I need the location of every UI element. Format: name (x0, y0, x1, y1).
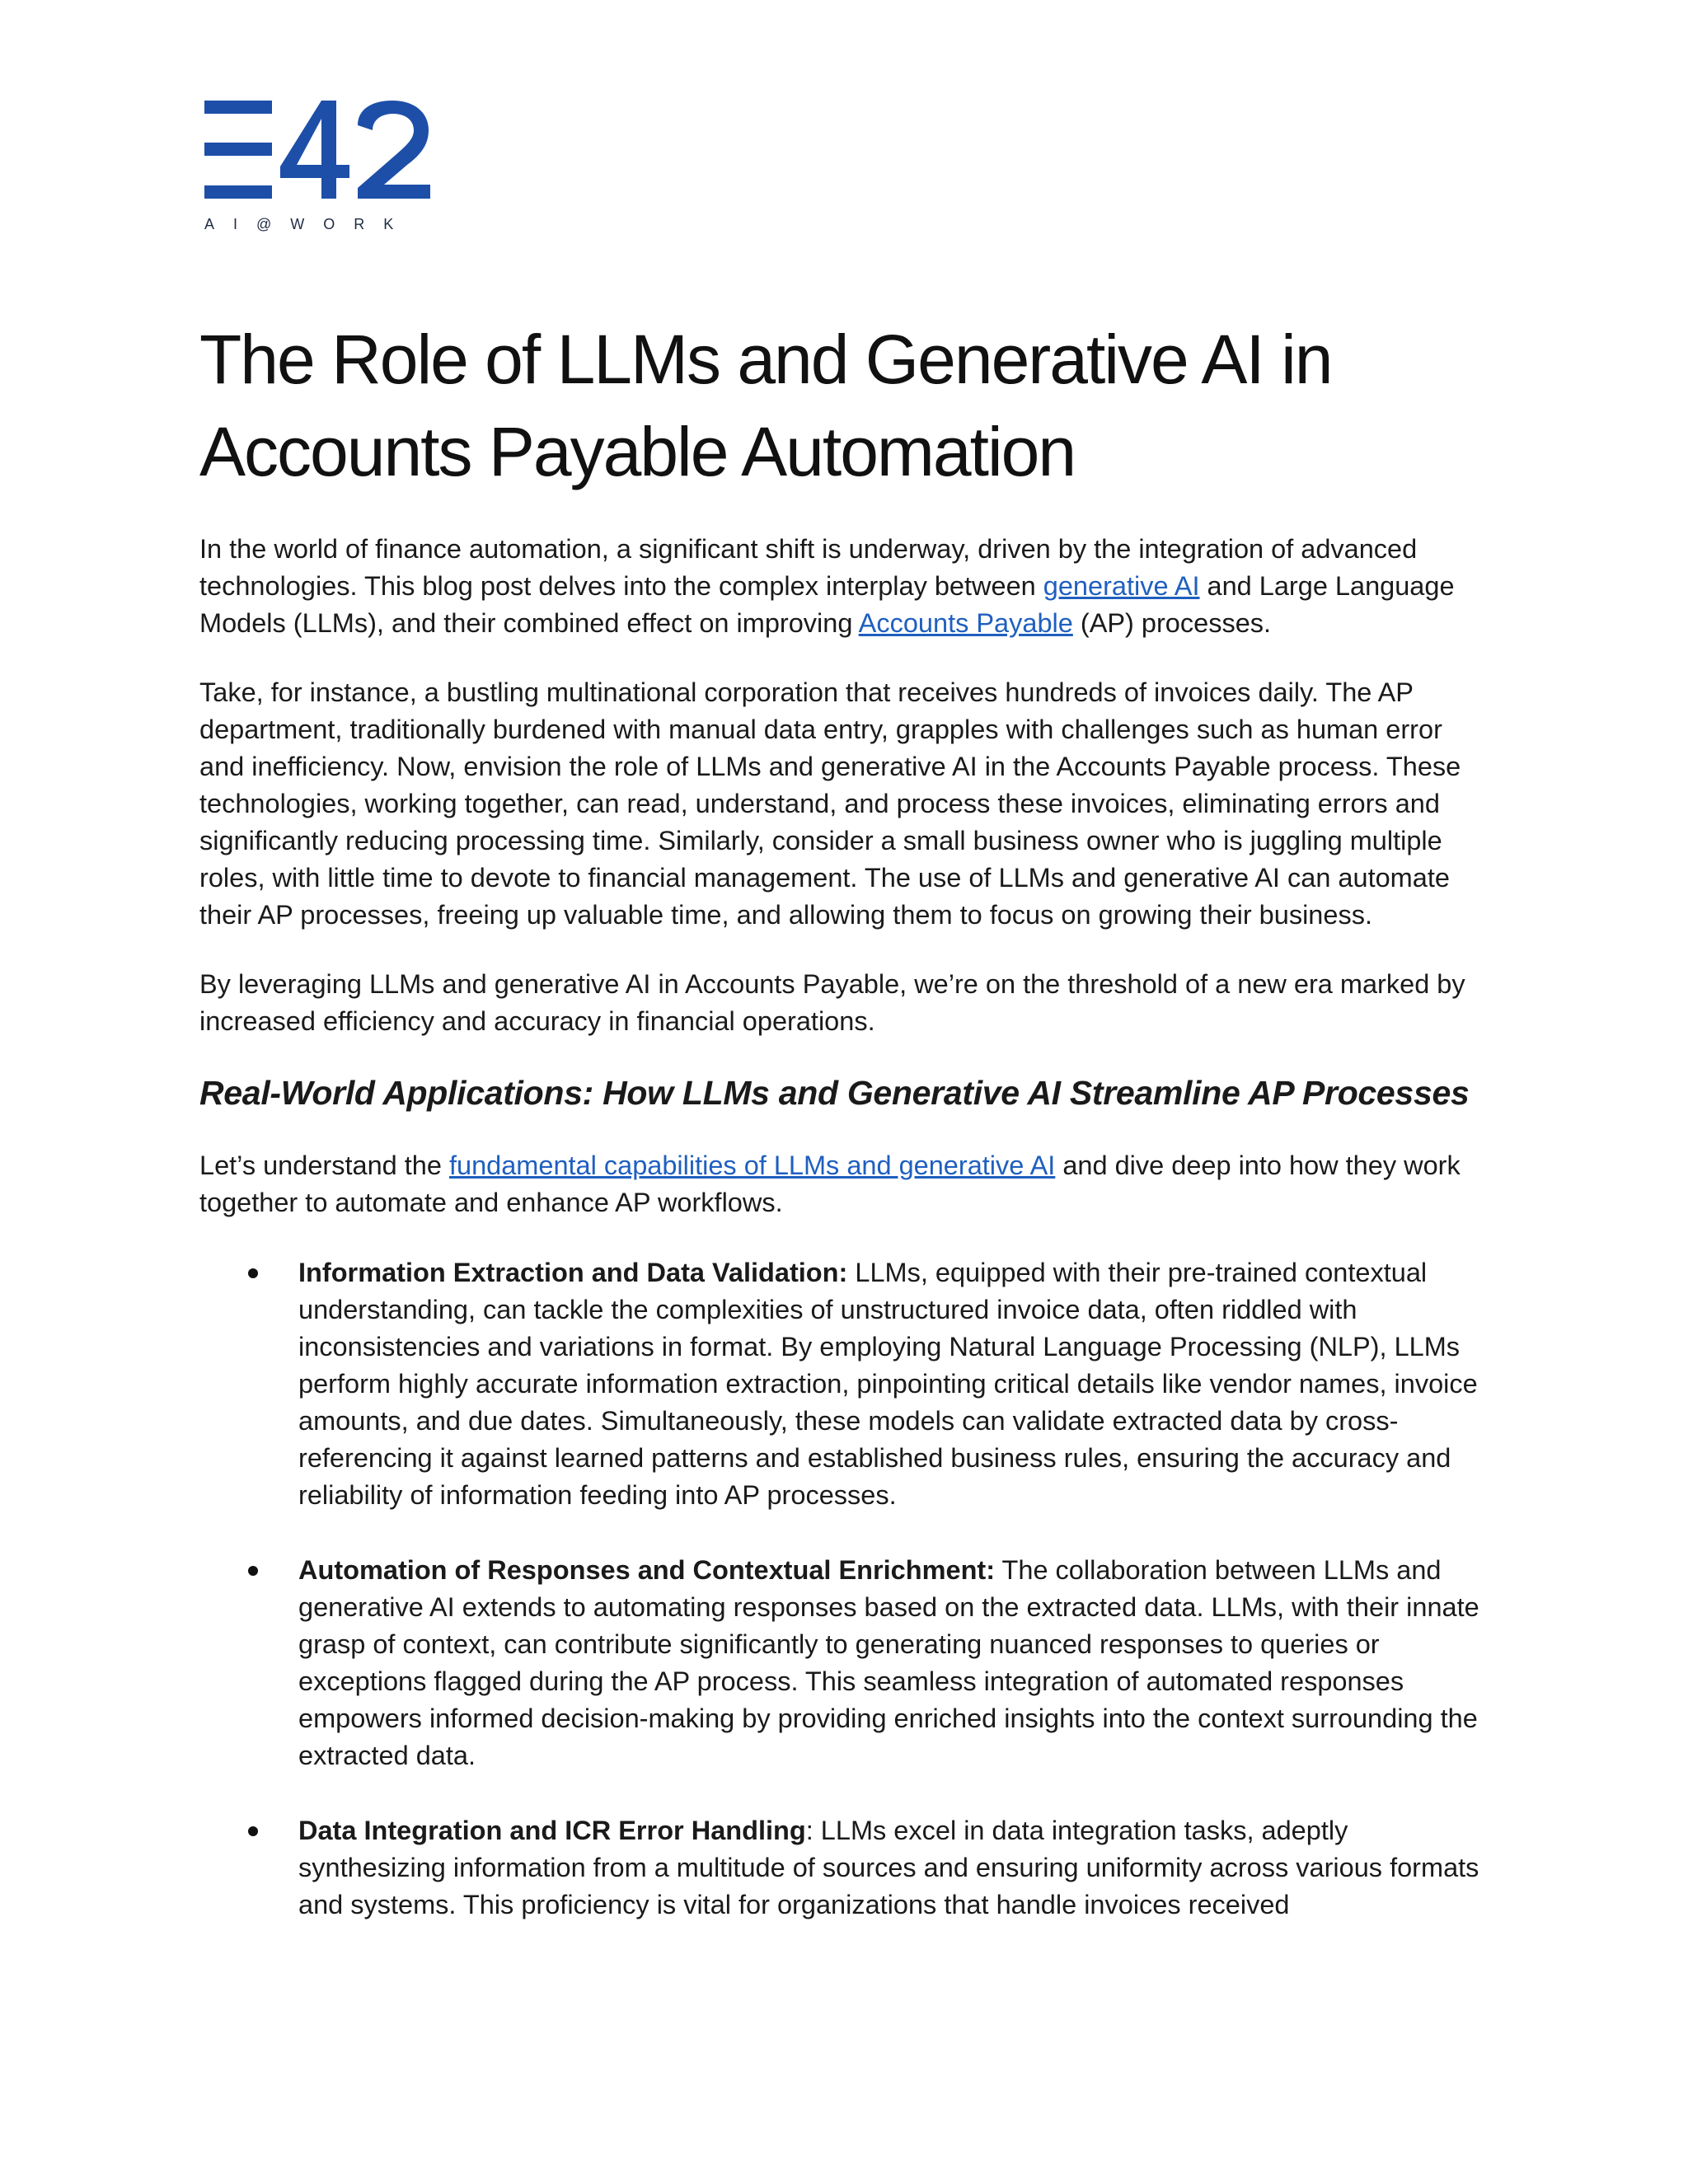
bullet-icon (248, 1566, 258, 1576)
list-item-text: The collaboration between LLMs and generative AI extends to automating responses based on the extracted data. LLMs, with their innate grasp of context, can contribute significantly to generating nuanced responses to queries or exceptions flagged during the AP process. This seamless integration of automated responses empowers informed decision-making by providing enriched insights into the context surrounding the extracted data. (298, 1555, 1479, 1770)
capabilities-list (199, 1254, 1493, 1924)
list-item (199, 1254, 1493, 1514)
list-item-term: Automation of Responses and Contextual Enrichment: (298, 1555, 996, 1585)
logo-digit-4 (280, 101, 349, 199)
fundamental-capabilities-link[interactable]: fundamental capabilities of LLMs and generative AI (448, 1151, 1056, 1180)
list-item-text: LLMs, equipped with their pre-trained contextual understanding, can tackle the complexities of unstructured invoice data, often riddled with inconsistencies and variations in format. By employing Natural Language Processing (NLP), LLMs perform highly accurate information extraction, pinpointing critical details like vendor names, invoice amounts, and due dates. Simultaneously, these models can validate extracted data by cross-referencing it against learned patterns and established business rules, ensuring the accuracy and reliability of information feeding into AP processes. (298, 1258, 1478, 1510)
intro-p1-text-b: and Large Language Models (LLMs), and their combined effect on improving (199, 571, 1455, 638)
section-p4-text-b: and dive deep into how they work together to automate and enhance AP workflows. (199, 1151, 1461, 1217)
list-item-term: Information Extraction and Data Validation: (298, 1258, 848, 1287)
logo-bar-top (204, 101, 272, 114)
bullet-icon (248, 1268, 258, 1278)
section-heading: Real-World Applications: How LLMs and Generative AI Streamline AP Processes (199, 1074, 1470, 1112)
intro-paragraph-3: By leveraging LLMs and generative AI in Accounts Payable, we’re on the threshold of a new era marked by increased efficiency and accuracy in financial operations. (199, 969, 1465, 1036)
list-item (199, 1552, 1493, 1774)
intro-paragraph-2: Take, for instance, a bustling multinational corporation that receives hundreds of invoices daily. The AP department, traditionally burdened with manual data entry, grapples with challenges such as human error and inefficiency. Now, envision the role of LLMs and generative AI in the Accounts Payable process. These technologies, working together, can read, understand, and process these invoices, eliminating errors and significantly reducing processing time. Similarly, consider a small business owner who is juggling multiple roles, with little time to devote to financial management. The use of LLMs and generative AI can automate their AP processes, freeing up valuable time, and allowing them to focus on growing their business. (199, 677, 1461, 930)
intro-p1-text-a: In the world of finance automation, a significant shift is underway, driven by the integration of advanced technologies. This blog post delves into the complex interplay between (199, 534, 1418, 601)
logo-digit-2 (358, 101, 430, 199)
list-item-term: Data Integration and ICR Error Handling (298, 1816, 806, 1845)
article-content (199, 313, 1493, 1961)
e42-logo (204, 101, 435, 232)
e42-logo-mark (204, 101, 435, 199)
accounts-payable-link[interactable]: Accounts Payable (858, 608, 1073, 638)
bullet-icon (248, 1826, 258, 1836)
intro-paragraph-1 (199, 531, 1493, 642)
intro-p1-text-c: (AP) processes. (1072, 608, 1272, 638)
logo-bar-bottom (204, 185, 272, 199)
generative-ai-link[interactable]: generative AI (1043, 571, 1200, 601)
logo-bar-middle (204, 143, 272, 156)
list-item-text: : LLMs excel in data integration tasks, adeptly synthesizing information from a multitude of sources and ensuring uniformity across various formats and systems. This proficiency is vital for organizations that handle invoices received (298, 1816, 1479, 1919)
section-p4-text-a: Let’s understand the (199, 1151, 449, 1180)
section-intro-paragraph (199, 1147, 1493, 1221)
logo-tagline: AI@WORK (204, 216, 413, 232)
article-title: The Role of LLMs and Generative AI in Accounts Payable Automation (199, 321, 1332, 490)
list-item (199, 1812, 1493, 1924)
